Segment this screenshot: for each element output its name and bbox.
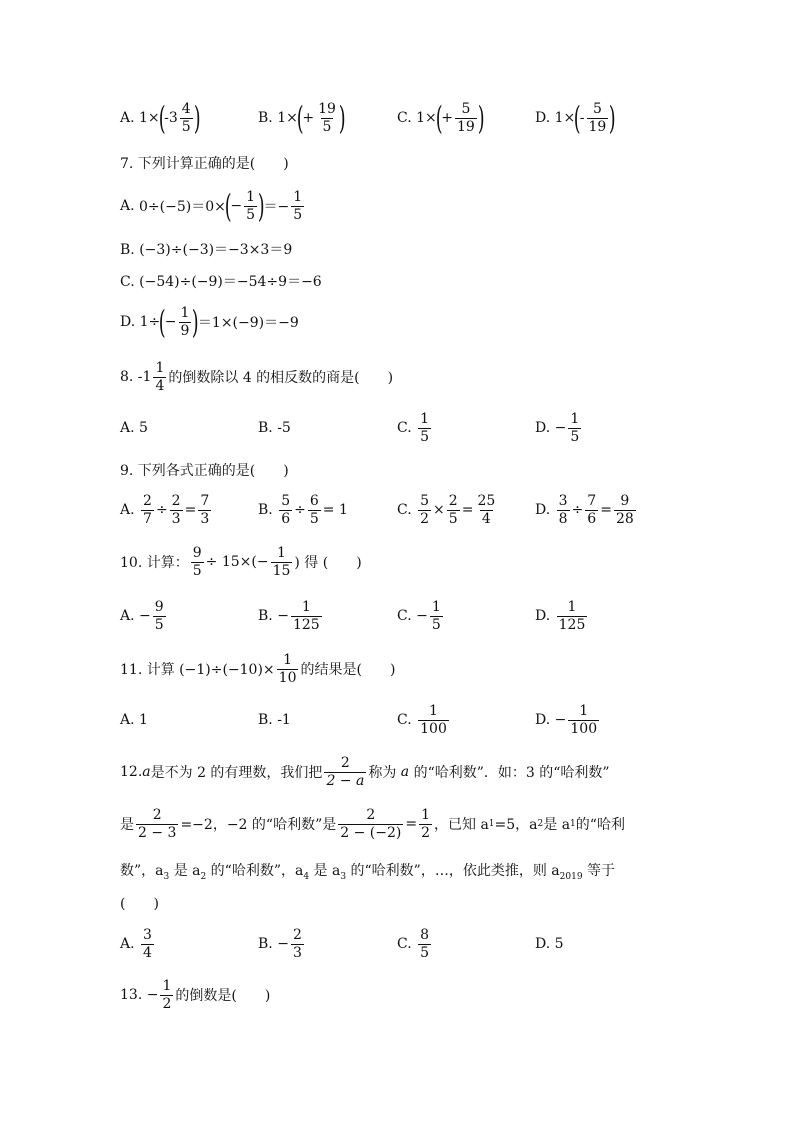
q6-option-a: A. 1× ( -3 4 5 ) xyxy=(120,99,201,137)
q10-stem: 10. 计算： $\frac{9}{5}$ ÷ 15×(− $\frac{1}{15}$ ) 得 ( ) xyxy=(120,545,362,579)
q11-option-d: D. − $\frac{1}{100}$ xyxy=(535,703,598,737)
q11-stem: 11. 计算 (−1)÷(−10)× $\frac{1}{10}$ 的结果是( ) xyxy=(120,652,396,686)
fraction: $\frac{19}{5}$ xyxy=(318,101,336,135)
q11-option-b: B. -1 xyxy=(258,712,291,728)
q9-stem: 9. 下列各式正确的是( ) xyxy=(120,463,289,479)
q10-option-c: C. − $\frac{1}{5}$ xyxy=(397,599,441,633)
q7-option-c: C. (−54)÷(−9)＝−54÷9＝−6 xyxy=(120,274,322,290)
q13-stem: 13. − $\frac{1}{2}$ 的倒数是( ) xyxy=(120,978,271,1012)
fraction: 5 19 xyxy=(588,101,607,135)
q9-option-c: C. $\frac{5}{2}$ × $\frac{2}{5}$ = $\frac{25}{4}$ xyxy=(397,493,496,527)
q11-option-c: C. 1 100 xyxy=(397,703,447,737)
q9-option-a: A. $\frac{2}{7}$ ÷ $\frac{2}{3}$ = $\frac{7}{3}$ xyxy=(120,493,210,527)
q7-option-b: B. (−3)÷(−3)＝−3×3＝9 xyxy=(120,242,293,258)
fraction: $\frac{1}{5}$ xyxy=(570,411,580,445)
q12-option-d: D. 5 xyxy=(535,936,564,952)
q8-option-a: A. 5 xyxy=(120,420,148,436)
q6-option-c: C. 1× ( + $\frac{5}{19}$ ) xyxy=(397,99,485,137)
q12-option-b: B. − $\frac{2}{3}$ xyxy=(258,927,302,961)
q11-option-a: A. 1 xyxy=(120,712,148,728)
q7-option-d: D. 1÷ ( − $\frac{1}{9}$ ) ＝1×(−9)＝−9 xyxy=(120,303,299,341)
fraction: $\frac{5}{19}$ xyxy=(456,101,475,135)
q10-option-d: D. 1 125 xyxy=(535,599,586,633)
q9-option-d: D. $\frac{3}{8}$ ÷ $\frac{7}{6}$ = $\frac{9}{28}$ xyxy=(535,493,634,527)
q12-line-3: 数”，$a_3$ 是 $a_2$ 的“哈利数”，$a_4$ 是 $a_3$ 的“哈利数”，…，依此类推，则 $a_{2019}$ 等于 xyxy=(120,863,615,882)
q6-option-d: D. 1× ( - 5 19 ) xyxy=(535,99,617,137)
fraction: 1 4 xyxy=(155,360,165,394)
q8-stem: 8. -1 1 4 的倒数除以 4 的相反数的商是( ) xyxy=(120,360,394,394)
fraction: 1 5 xyxy=(420,411,430,445)
q8-option-c: C. 1 5 xyxy=(397,411,430,445)
q10-option-a: A. − $\frac{9}{5}$ xyxy=(120,599,164,633)
q12-answer-bracket: ( ) xyxy=(120,896,159,912)
q7-option-a: A. 0÷(−5)＝0× ( − $\frac{1}{5}$ ) ＝− $\frac{1}{5}$ xyxy=(120,187,303,225)
q10-option-b: B. − $\frac{1}{125}$ xyxy=(258,599,320,633)
q8-option-d: D. − $\frac{1}{5}$ xyxy=(535,411,580,445)
q12-line-1: 12. a 是不为 2 的有理数，我们把 2 2 − a 称为 a 的“哈利数”．如：3 的“哈利数” xyxy=(120,755,610,789)
fraction: $\frac{1}{5}$ xyxy=(246,189,255,223)
fraction: $\frac{1}{9}$ xyxy=(180,305,190,339)
fraction: 4 5 xyxy=(181,101,191,135)
q12-option-c: C. 8 5 xyxy=(397,927,430,961)
q9-option-b: B. $\frac{5}{6}$ ÷ $\frac{6}{5}$ = 1 xyxy=(258,493,348,527)
q7-stem: 7. 下列计算正确的是( ) xyxy=(120,156,289,172)
q12-line-2: 是 $\frac{2}{2 - 3}$ =−2，−2 的“哈利数”是 $\frac{2}{2 - (-2)}$ = $\frac{1}{2}$ ，已知 a 1 =5，a 2 是 a 1 的“哈利 xyxy=(120,807,625,841)
q8-option-b: B. -5 xyxy=(258,420,291,436)
q6-option-b: B. 1× ( + $\frac{19}{5}$ ) xyxy=(258,99,346,137)
q12-option-a: A. 3 4 xyxy=(120,927,152,961)
fraction: $\frac{1}{5}$ xyxy=(293,189,303,223)
